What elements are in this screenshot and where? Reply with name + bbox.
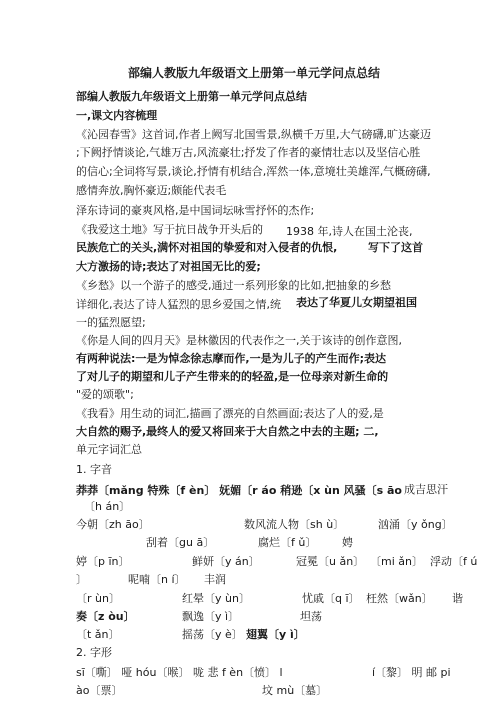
paragraph-fragment: 写下了这首: [368, 241, 423, 254]
pronunciation-item: 刮着〔gu ā〕: [146, 536, 215, 549]
pronunciation-item: 坦荡: [300, 610, 322, 623]
pronunciation-item: 〔h án〕: [84, 500, 131, 513]
pronunciation-item: 〔r ùn〕: [76, 592, 120, 605]
paragraph-line: 《我爱这土地》写于抗日战争开头后的: [76, 223, 263, 236]
pronunciation-item: 〕: [76, 573, 87, 586]
pronunciation-item: 婷〔p īn〕: [76, 555, 130, 568]
paragraph-line: 的信心;全词将写景,谈论,抒情有机结合,浑然一体,意境壮美雄浑,气概磅礴,: [76, 165, 431, 178]
paragraph-line: 感情奔放,胸怀豪迈;颇能代表毛: [76, 184, 227, 197]
pronunciation-item: 忧戚〔q ī〕: [302, 592, 360, 605]
pronunciation-item: 呢喃〔n í〕: [128, 573, 186, 586]
paragraph-line: 一的猛烈愿望;: [76, 316, 146, 329]
glyph-row: 坟 mù〔墓〕: [262, 684, 328, 697]
pronunciation-item: 丰润: [204, 573, 226, 586]
paragraph-line: 《我看》用生动的词汇,描画了漂亮的自然画面;表达了人的爱,是: [76, 407, 384, 420]
paragraph-line: 《乡愁》以一个游子的感受,通过一系列形象的比如,把抽象的乡愁: [76, 279, 391, 292]
pronunciation-item: 〔t ǎn〕: [76, 628, 120, 641]
pronunciation-item: 飘逸〔y ì〕: [182, 610, 240, 623]
paragraph-line: 泽东诗词的豪爽风格,是中国词坛咏雪抒怀的杰作;: [76, 204, 315, 217]
pronunciation-item: 成吉思汗: [404, 483, 448, 496]
paragraph-line: 《沁园春雪》这首词,作者上阙写北国雪景,纵横千万里,大气磅礴,旷达豪迈: [76, 128, 431, 141]
pronunciation-item: 枉然〔wǎn〕: [366, 592, 433, 605]
pronunciation-item: 翅翼〔y ì〕: [246, 628, 305, 641]
paragraph-line: 民族危亡的关头,满怀对祖国的挚爱和对入侵者的仇恨,: [76, 241, 338, 254]
document-subtitle: 部编人教版九年级语文上册第一单元学问点总结: [76, 90, 307, 103]
subsection-heading-glyphs: 2. 字形: [76, 646, 112, 659]
paragraph-line: "爱的颂歌";: [76, 388, 134, 401]
pronunciation-item: 鲜妍〔y án〕: [192, 555, 260, 568]
pronunciation-item: 谐: [452, 592, 463, 605]
paragraph-line: 大方激扬的诗;表达了对祖国无比的爱;: [76, 260, 261, 273]
pronunciation-item: 腐烂〔f ǔ〕: [258, 536, 317, 549]
paragraph-line: ;下阙抒情谈论,气雄万古,风流豪壮;抒发了作者的豪情壮志以及坚信心胜: [76, 146, 421, 159]
pronunciation-row: 莽莽〔mǎng 特殊〔f èn〕 妩媚〔r áo 稍逊〔x ùn 风骚〔s āo: [76, 484, 402, 497]
pronunciation-item: 红晕〔y ùn〕: [182, 592, 250, 605]
pronunciation-item: 娉: [342, 536, 353, 549]
pronunciation-item: 〔mi ǎn〕: [370, 555, 423, 568]
pronunciation-item: 奏〔z òu〕: [76, 610, 135, 623]
pronunciation-item: 汹涌〔y ǒng〕: [378, 518, 453, 531]
glyph-row: sī〔嘶〕 哑 hóu〔喉〕 咙 悲 f èn〔愤〕 l: [76, 666, 283, 679]
pronunciation-item: 数风流人物〔sh ù〕: [244, 518, 345, 531]
paragraph-line: 有两种说法:一是为悼念徐志摩而作,一是为儿子的产生而作;表达: [76, 352, 386, 365]
subsection-heading-pronunciation: 1. 字音: [76, 463, 112, 476]
section-heading-content: 一,课文内容梳理: [76, 109, 158, 122]
paragraph-fragment: 1938 年,诗人在国土沦丧,: [286, 225, 413, 238]
paragraph-fragment: 表达了华夏儿女期望祖国: [296, 296, 417, 309]
paragraph-line: 了对儿子的期望和儿子产生带来的的轻盈,是一位母亲对新生命的: [76, 370, 389, 383]
glyph-row: í〔黎〕 明 邮 pi: [372, 666, 451, 679]
document-title: 部编人教版九年级语文上册第一单元学问点总结: [128, 66, 381, 80]
glyph-row: ào〔票〕: [76, 684, 123, 697]
pronunciation-item: 摇荡〔y è〕: [182, 628, 243, 641]
section-heading-vocab: 单元字词汇总: [76, 443, 142, 456]
paragraph-line: 详细化,表达了诗人猛烈的思乡爱国之情,统: [76, 298, 281, 311]
paragraph-line: 《你是人间的四月天》是林徽因的代表作之一,关于该诗的创作意图,: [76, 334, 402, 347]
pronunciation-item: 冠冕〔u ǎn〕: [296, 555, 365, 568]
paragraph-line: 大自然的赐予,最终人的爱又将回来于大自然之中去的主题; 二,: [76, 425, 379, 438]
pronunciation-item: 今朝〔zh āo〕: [76, 518, 150, 531]
pronunciation-item: 浮动〔f ú: [430, 555, 478, 568]
